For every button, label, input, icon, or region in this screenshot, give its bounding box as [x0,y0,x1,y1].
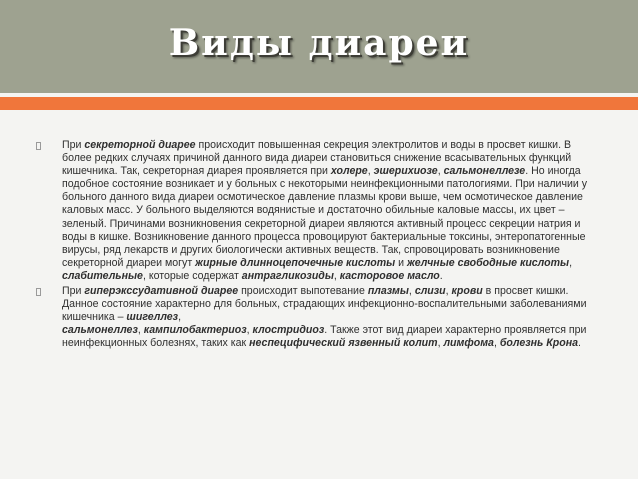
slide-header [0,0,638,93]
emphasized-term: шигеллез [126,311,179,324]
emphasized-term: сальмонеллез [62,324,138,337]
slide-title: Виды диареи [168,22,470,64]
emphasized-term: кампилобактериоз [143,324,247,337]
slide-content [34,139,602,353]
bullet-text: При секреторной диарее происходит повышенная секреция электролитов и воды в просвет кишки. В более редких случаях причиной данного вида диареи становиться снижение всасывательных функций кишечника. Так, секреторная диарея проявляется при холере, эшерихиозе, сальмонеллезе. Но иногда подобное состояние возникает и у больных с некоторыми неинфекционными патологиями. При наличии у больного данного вида диареи осмотическое давление плазмы крови выше, чем осмотическое давление каловых масс. У больного выделяются водянистые и достаточно обильные каловые массы, их цвет – зеленый. Причинами возникновения секреторной диареи являются активный процесс секреции натрия и воды в кишке. Возникновение данного процесса провоцируют бактериальные токсины, энтеропатогенные вирусы, ряд лекарств и других биологически активных веществ. Так, спровоцировать возникновение секреторной диареи могут жирные длинноцепочечные кислоты и желчные свободные кислоты, слабительные, которые содержат антрагликозиды, касторовое масло. [62,139,588,282]
emphasized-term: желчные свободные кислоты [406,256,570,269]
emphasized-term: жирные длинноцепочечные кислоты [195,256,396,269]
bullet-hyperexudative-diarrhea [34,285,602,350]
emphasized-term: слабительные [62,269,143,282]
bullet-secretory-diarrhea [34,139,602,283]
emphasized-term: сальмонеллезе [443,165,526,178]
emphasized-term: гиперэкссудативной диарее [84,285,239,298]
emphasized-term: холере [330,165,368,178]
emphasized-term: секреторной диарее [84,139,196,151]
emphasized-term: лимфома [443,337,494,350]
emphasized-term: болезнь Крона [499,337,578,350]
emphasized-term: эшерихиозе [373,165,438,178]
emphasized-term: слизи [414,285,446,298]
emphasized-term: крови [451,285,483,298]
bullet-text: При гиперэкссудативной диарее происходит выпотевание плазмы, слизи, крови в просвет кишки. Данное состояние характерно для больных, страдающих инфекционно-воспалительными заболеваниями кишечника – шигеллез, сальмонеллез, кампилобактериоз, клостридиоз. Также этот вид диареи характерно проявляется при неинфекционных болезнях, таких как неспецифический язвенный колит, лимфома, болезнь Крона. [62,285,587,350]
emphasized-term: антрагликозиды [241,269,334,282]
bullet-marker-icon [36,288,41,296]
bullet-marker-icon [36,142,41,150]
emphasized-term: клостридиоз [252,324,325,337]
emphasized-term: неспецифический язвенный колит [249,337,438,350]
accent-bar [0,97,638,110]
emphasized-term: касторовое масло [339,269,440,282]
emphasized-term: плазмы [367,285,409,298]
